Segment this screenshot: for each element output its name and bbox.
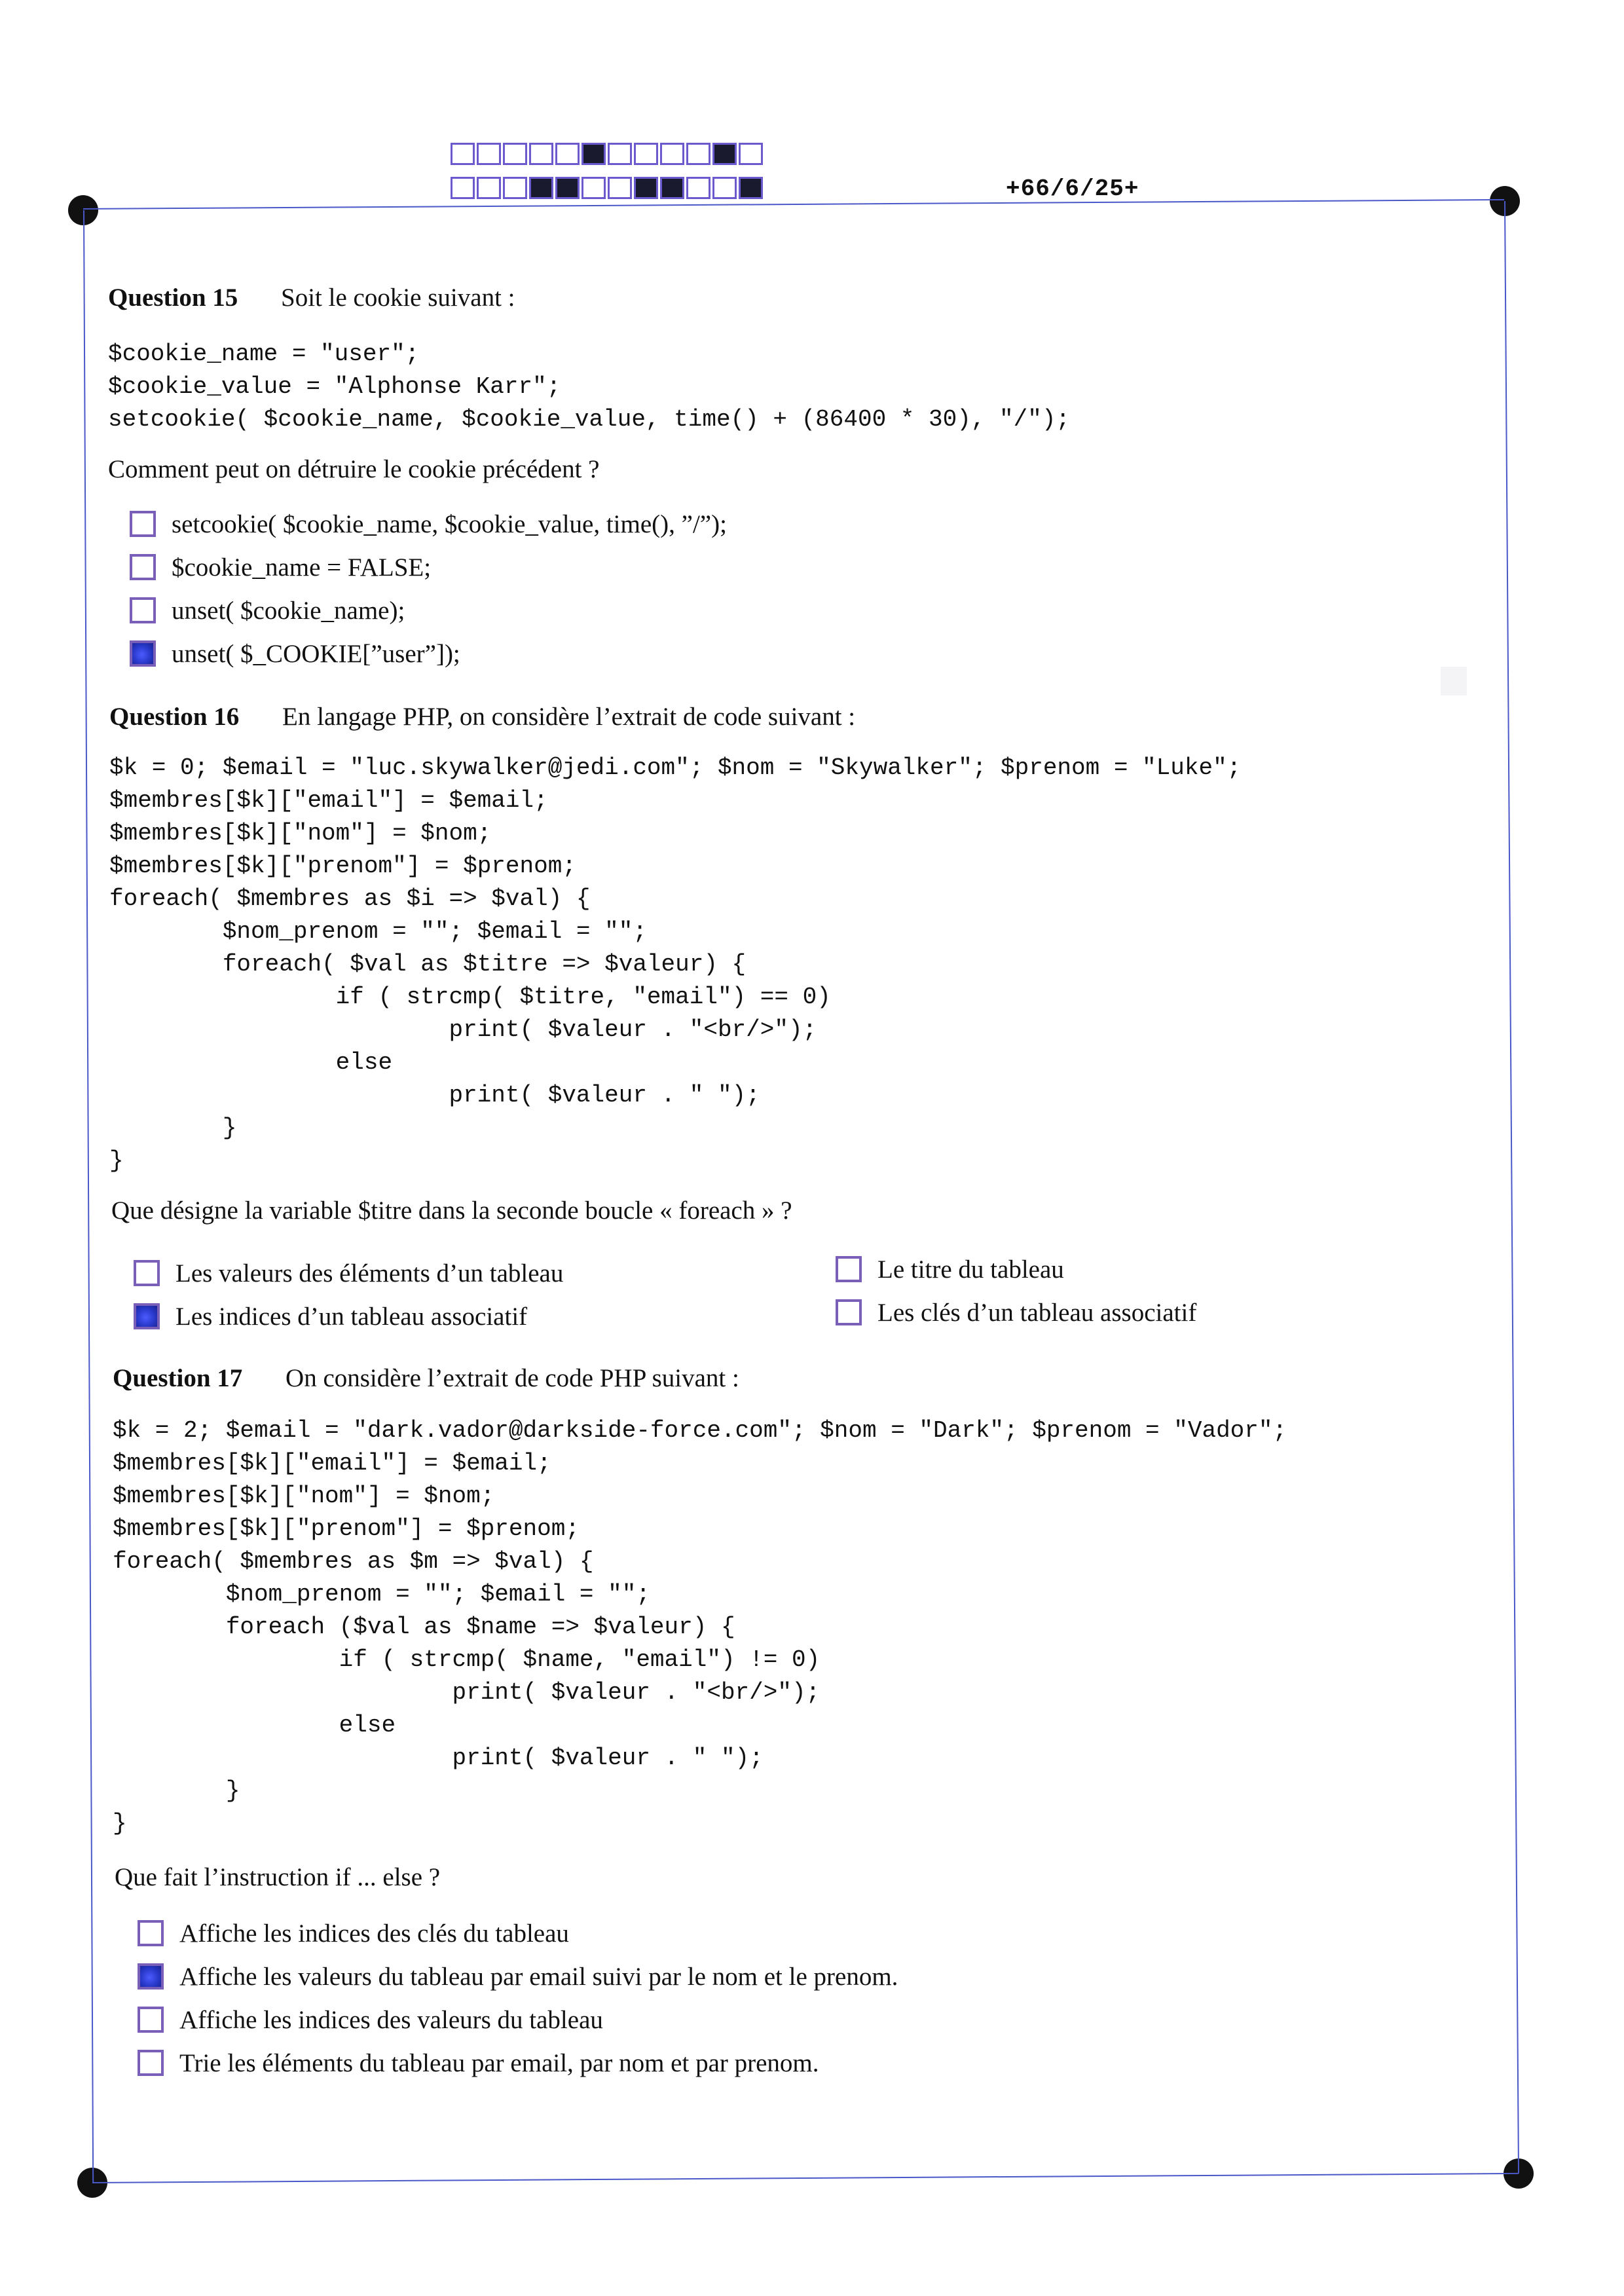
binary-cell	[660, 177, 684, 199]
binary-cell	[739, 177, 763, 199]
binary-cell	[529, 177, 553, 199]
binary-cell	[555, 177, 580, 199]
question-number: Question 17	[113, 1364, 243, 1392]
choice-label: Affiche les indices des valeurs du tableau	[179, 2005, 603, 2034]
checkbox[interactable]	[138, 2007, 164, 2033]
scan-artifact	[1441, 667, 1467, 695]
binary-cell	[686, 143, 710, 165]
choice-label: unset( $cookie_name);	[172, 596, 405, 625]
checkbox[interactable]	[130, 511, 156, 537]
question-number: Question 16	[109, 703, 240, 731]
question-text: Soit le cookie suivant :	[281, 284, 515, 312]
frame-left	[83, 210, 94, 2183]
choice-label: Affiche les valeurs du tableau par email suivi par le nom et le prenom.	[179, 1962, 898, 1991]
answer-choice[interactable]	[836, 1250, 1064, 1289]
answer-choice[interactable]	[130, 634, 460, 673]
checkbox[interactable]	[130, 554, 156, 580]
choice-label: Trie les éléments du tableau par email, par nom et par prenom.	[179, 2048, 819, 2077]
checkbox[interactable]	[134, 1303, 160, 1329]
checkbox[interactable]	[836, 1299, 862, 1325]
binary-cell	[477, 177, 501, 199]
binary-cell	[660, 143, 684, 165]
question-16-header	[109, 702, 855, 731]
binary-cell	[451, 143, 475, 165]
binary-cell	[712, 143, 737, 165]
question-16-code: $k = 0; $email = "luc.skywalker@jedi.com"; $nom = "Skywalker"; $prenom = "Luke"; $membres[$k]["email"] = $email; $membres[$k]["nom"] = $nom; $membres[$k]["prenom"] = $prenom; foreach( $membres as $i => $val) { $nom_prenom = ""; $email = ""; foreach( $val as $titre => $valeur) { if ( strcmp( $titre, "email") == 0) print( $valeur . "<br/>"); else print( $valeur . " "); } }	[109, 754, 1242, 1174]
answer-choice[interactable]	[134, 1253, 563, 1293]
binary-cell	[503, 177, 527, 199]
binary-cell	[634, 177, 658, 199]
frame-bottom	[92, 2173, 1519, 2183]
binary-cell	[451, 177, 475, 199]
binary-code-row-1	[451, 143, 765, 168]
choice-label: Les indices d’un tableau associatif	[175, 1302, 528, 1331]
choice-label: setcookie( $cookie_name, $cookie_value, time(), ”/”);	[172, 509, 727, 538]
checkbox[interactable]	[130, 640, 156, 667]
checkbox[interactable]	[836, 1256, 862, 1282]
page-code: +66/6/25+	[1006, 176, 1139, 202]
question-16-prompt: Que désigne la variable $titre dans la seconde boucle « foreach » ?	[111, 1196, 792, 1225]
binary-cell	[608, 143, 632, 165]
checkbox[interactable]	[138, 1963, 164, 1990]
binary-cell	[555, 143, 580, 165]
binary-cell	[503, 143, 527, 165]
answer-choice[interactable]	[138, 2000, 603, 2039]
binary-cell	[634, 143, 658, 165]
answer-choice[interactable]	[134, 1297, 527, 1336]
answer-choice[interactable]	[138, 2043, 819, 2083]
answer-choice[interactable]	[130, 547, 431, 587]
frame-right	[1504, 201, 1519, 2174]
choice-label: Les clés d’un tableau associatif	[877, 1298, 1197, 1327]
checkbox[interactable]	[134, 1260, 160, 1286]
binary-cell	[529, 143, 553, 165]
binary-code-row-2	[451, 177, 765, 202]
binary-cell	[712, 177, 737, 199]
answer-choice[interactable]	[836, 1293, 1196, 1332]
answer-choice[interactable]	[138, 1914, 569, 1953]
frame-top	[83, 199, 1504, 210]
checkbox[interactable]	[138, 2050, 164, 2076]
answer-choice[interactable]	[130, 591, 405, 630]
choice-label: $cookie_name = FALSE;	[172, 553, 432, 582]
answer-choice[interactable]	[130, 504, 727, 544]
binary-cell	[608, 177, 632, 199]
question-17-prompt: Que fait l’instruction if ... else ?	[115, 1863, 441, 1891]
binary-cell	[739, 143, 763, 165]
question-17-header	[113, 1363, 739, 1393]
answer-choice[interactable]	[138, 1957, 898, 1996]
choice-label: Les valeurs des éléments d’un tableau	[175, 1259, 564, 1287]
choice-label: Affiche les indices des clés du tableau	[179, 1919, 569, 1948]
question-17-code: $k = 2; $email = "dark.vador@darkside-force.com"; $nom = "Dark"; $prenom = "Vador"; $membres[$k]["email"] = $email; $membres[$k]["nom"] = $nom; $membres[$k]["prenom"] = $prenom; foreach( $membres as $m => $val) { $nom_prenom = ""; $email = ""; foreach ($val as $name => $valeur) { if ( strcmp( $name, "email") != 0) print( $valeur . "<br/>"); else print( $valeur . " "); } }	[113, 1417, 1287, 1837]
question-number: Question 15	[108, 284, 238, 312]
binary-cell	[686, 177, 710, 199]
choice-label: Le titre du tableau	[877, 1255, 1064, 1284]
question-15-header	[108, 283, 515, 312]
binary-cell	[581, 177, 606, 199]
question-15-prompt: Comment peut on détruire le cookie précédent ?	[108, 455, 600, 483]
choice-label: unset( $_COOKIE[”user”]);	[172, 639, 460, 668]
binary-cell	[581, 143, 606, 165]
checkbox[interactable]	[130, 597, 156, 623]
question-15-code: $cookie_name = "user"; $cookie_value = "Alphonse Karr"; setcookie( $cookie_name, $cookie_value, time() + (86400 * 30), "/");	[108, 341, 1071, 433]
binary-cell	[477, 143, 501, 165]
question-text: On considère l’extrait de code PHP suivant :	[286, 1364, 739, 1392]
checkbox[interactable]	[138, 1920, 164, 1946]
question-text: En langage PHP, on considère l’extrait de code suivant :	[282, 703, 856, 731]
